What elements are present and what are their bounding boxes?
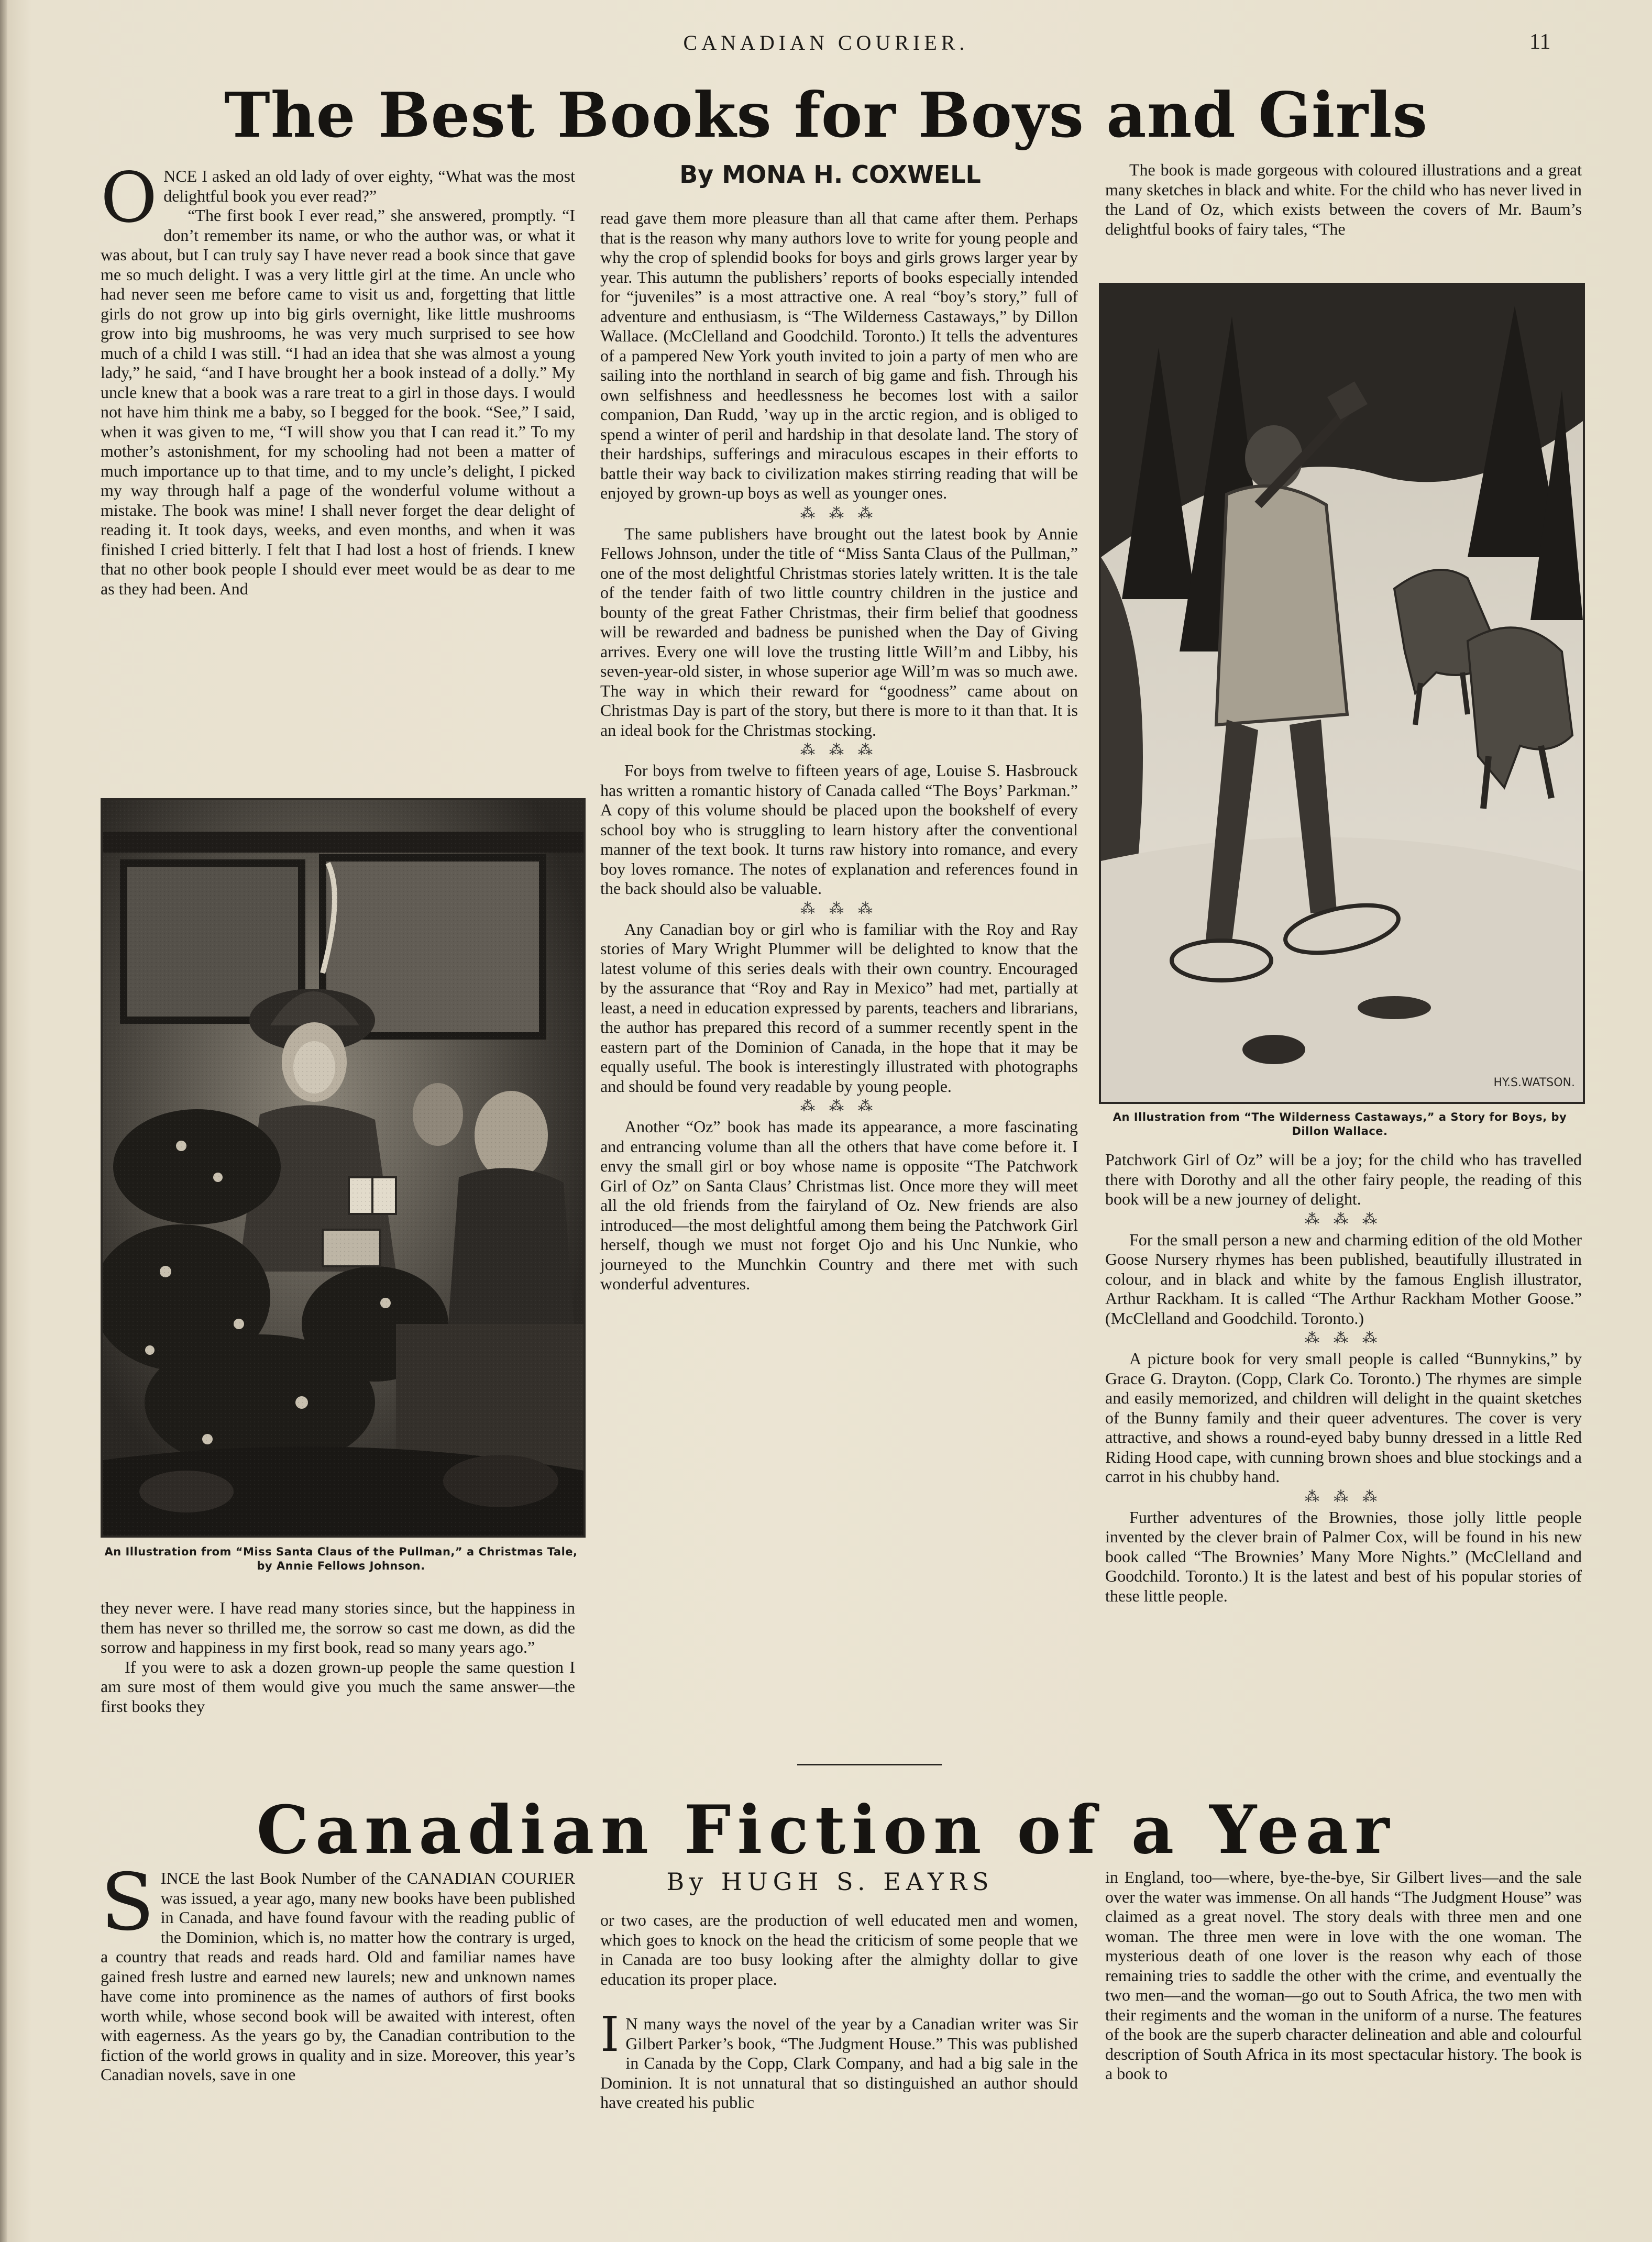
article-2-byline: By HUGH S. EAYRS (666, 1868, 994, 1896)
paragraph: in England, too—where, bye-the-bye, Sir Gilbert lives—and the sale over the water was immense. On all hands “The Judgment House” was claimed as a great novel. The story deals with three men and one woman. The three men were in love with the one woman. The mysterious death of one lover is the reason why each of those remaining tries to saddle the other with the crime, and eventually the two men—and the woman—go out to South Africa, the two men with their regiments and the woman in the uniform of a nurse. The features of the book are the superb character delineation and able and colourful description of South Africa in its most spectacular history. The book is a book to (1105, 1868, 1582, 2083)
article-1-column-2 (600, 208, 1078, 1294)
section-separator: ⁂ ⁂ ⁂ (800, 742, 878, 758)
lead-text: NCE I asked an old lady of over eighty, (163, 167, 434, 185)
illustration-wilderness-castaways (1099, 283, 1585, 1104)
article-1-column-1-top (101, 158, 576, 599)
paragraph-text: INCE the last Book Number of the CANADIAN COURIER was issued, a year ago, many new books have been published in Canada, and have found favour with the reading public of the Dominion, which is, no matter how the contrary is urged, a country that reads and reads hard. Old and familiar names have gained fresh lustre and earned new laurels; new and unknown names have come into prominence as the names of authors of first books worth while, whose second book will be awaited with interest, often with eagerness. As the years go by, the Canadian contribution to the fiction of the world grows in quality and in size. Moreover, this year’s Canadian novels, save in one (101, 1869, 575, 2084)
article-1-column-3-bottom (1105, 1150, 1582, 1606)
illustration-miss-santa-claus (101, 798, 586, 1538)
paragraph: “The first book I ever read,” she answered, promptly. “I don’t remember its name, or who the author was, or what it was about, but I can truly say I have never read a book since that gave me so much delight. I was a very little girl at the time. An uncle who had never seen me before came to visit us and, forgetting that little girls do not grow up into big girls overnight, like little mushrooms grow into big mushrooms, he was very much surprised to see how much of a child I was still. “I had an idea that she was almost a young lady,” he said, “and I have brought her a book instead of a dolly.” My uncle knew that a book was a rare treat to a girl in those days. I would not have him think me a baby, so I begged for the book. “See,” I said, when it was given to me, “I will show you that I can read it.” To my mother’s astonishment, for my schooling had not been a matter of much importance up to that time, and to my uncle’s delight, I picked my way through half a page of the wonderful volume without a mistake. The book was mine! I shall never forget the dear delight of reading it. It took days, weeks, and even months, and when it was finished I cried bitterly. I felt that I had lost a host of friends. I knew that no other book people I should ever meet would be as dear to me as they had been. And (101, 206, 575, 598)
article-2-headline: Canadian Fiction of a Year (256, 1791, 1396, 1869)
paragraph-text: N many ways the novel of the year by a Canadian writer was Sir Gilbert Parker’s book, “The Judgment House.” This was published in Canada by the Copp, Clark Company, and had a big sale in the Dominion. It is not unnatural that so distinguished an author should have created his public (600, 2014, 1078, 2112)
paragraph: or two cases, are the production of well educated men and women, which goes to knock on the head the criticism of some people that we in Canada are too busy looking after the almighty dollar to give education its proper place. (600, 1910, 1078, 1989)
paragraph: The same publishers have brought out the latest book by Annie Fellows Johnson, under the title of “Miss Santa Claus of the Pullman,” one of the most delightful Christmas stories lately written. It is the tale of the tender faith of two little country children in the justice and bounty of the great Father Christmas, their firm belief that goodness will be rewarded and badness be punished when the Day of Giving arrives. Every one will love the trusting little Will’m and Libby, his seven-year-old sister, in whose superior age Will’m was so much awe. The way in which their reward for “goodness” came about on Christmas Day is part of the story, but there is more to it than that. It is an ideal book for the Christmas stocking. (600, 524, 1078, 739)
section-separator: ⁂ ⁂ ⁂ (1305, 1488, 1382, 1505)
section-separator: ⁂ ⁂ ⁂ (800, 505, 878, 522)
paragraph: The book is made gorgeous with coloured illustrations and a great many sketches in black and white. For the child who has never lived in the Land of Oz, which exists between the covers of Mr. Baum’s delightful books of fairy tales, “The (1105, 160, 1582, 238)
paragraph: Any Canadian boy or girl who is familiar with the Roy and Ray stories of Mary Wright Plummer will be delighted to know that the latest volume of this series deals with their own country. Encouraged by the assurance that “Roy and Ray in Mexico” had met, partially at least, a need in education expressed by parents, teachers and librarians, the author has prepared this record of a summer recently spent in the eastern part of the Dominion of Canada, in the hope that it may be equally useful. The book is interestingly illustrated with photographs and should be found very readable by young people. (600, 919, 1078, 1096)
section-separator: ⁂ ⁂ ⁂ (800, 900, 878, 917)
paragraph (101, 1857, 575, 2085)
page-number: 11 (1529, 30, 1551, 54)
paragraph (600, 2006, 1078, 2113)
artist-signature: HY.S.WATSON. (1493, 1076, 1575, 1089)
drop-cap: O (101, 158, 158, 238)
illustration-1-caption: An Illustration from “Miss Santa Claus of the Pullman,” a Christmas Tale, by Annie Fellows Johnson. (104, 1545, 578, 1572)
illustration-2-caption: An Illustration from “The Wilderness Castaways,” a Story for Boys, by Dillon Wallace. (1113, 1111, 1567, 1137)
paragraph: For the small person a new and charming edition of the old Mother Goose Nursery rhymes has been published, beautifully illustrated in colour, and in black and white by the famous English illustrator, Arthur Rackham. It is called “The Arthur Rackham Mother Goose.” (McClelland and Goodchild. Toronto.) (1105, 1230, 1582, 1328)
paragraph: they never were. I have read many stories since, but the happiness in them has never so thrilled me, the sorrow so cast me down, as did the sorrow and happiness in my first book, read so many years ago.” (101, 1598, 575, 1656)
paragraph: Further adventures of the Brownies, those jolly little people invented by the clever brain of Palmer Cox, will be found in his new book called “The Brownies’ Many More Nights.” (McClelland and Goodchild. Toronto.) It is the latest and best of his popular stories of these little people. (1105, 1507, 1582, 1605)
article-2-column-2 (600, 1910, 1078, 2113)
paragraph: Patchwork Girl of Oz” will be a joy; for the child who has travelled there with Dorothy and all the other fairy people, the reading of this book will be a new journey of delight. (1105, 1150, 1582, 1208)
article-1-column-1-bottom (101, 1598, 575, 1716)
drop-cap: S (101, 1857, 155, 1948)
article-1-column-3-top (1105, 160, 1582, 239)
christmas-train-illustration (103, 800, 583, 1536)
article-2-column-1 (101, 1857, 575, 2085)
drop-cap: I (600, 2006, 620, 2062)
article-1-byline: By MONA H. COXWELL (679, 160, 981, 189)
article-1-lead-paragraph (101, 158, 576, 238)
paragraph: Another “Oz” book has made its appearance, a more fascinating and entrancing volume than all the others that have come before it. I envy the small girl or boy whose name is opposite “The Patchwork Girl of Oz” on Santa Claus’ Christmas list. Once more they will meet all the old friends from the fairyland of Oz. New friends are also introduced—the most delightful among them being the Patchwork Girl herself, though we must not forget Ojo and his Unc Nunkie, who journeyed to the Munchkin Country and there met with such wonderful adventures. (600, 1117, 1078, 1293)
article-divider-rule (797, 1764, 942, 1765)
paragraph: If you were to ask a dozen grown-up people the same question I am sure most of them would give you much the same answer—the first books they (101, 1657, 575, 1716)
paragraph: A picture book for very small people is called “Bunnykins,” by Grace G. Drayton. (Copp, Clark Co. Toronto.) The rhymes are simple and easily memorized, and children will delight in the quaint sketches of the Bunny family and their queer adventures. The cover is very attractive, and shows a round-eyed baby bunny dressed in a little Red Riding Hood cape, with cunning brown shoes and blue stockings and a carrot in his chubby hand. (1105, 1349, 1582, 1486)
running-head: CANADIAN COURIER. (683, 31, 969, 54)
paragraph: read gave them more pleasure than all that came after them. Perhaps that is the reason why many authors love to write for young people and why the crop of splendid books for boys and girls grows larger year by year. This autumn the publishers’ reports of books especially intended for “juveniles” is a most attractive one. A real “boy’s story,” full of adventure and enthusiasm, is “The Wilderness Castaways,” by Dillon Wallace. (McClelland and Goodchild. Toronto.) It tells the adventures of a pampered New York youth invited to join a party of men who are sailing into the northland in search of big game and fish. Through his own selfishness and heedlessness he becomes lost with a sailor companion, Dan Rudd, ’way up in the arctic region, and is obliged to spend a winter of peril and hardship in that desolate land. The story of their hardships, sufferings and miraculous escapes in their efforts to battle their way back to civilization makes stirring reading that will be enjoyed by grown-up boys as well as younger ones. (600, 208, 1078, 502)
scan-edge (0, 0, 7, 2242)
article-2-column-3 (1105, 1868, 1582, 2084)
article-1-headline: The Best Books for Boys and Girls (224, 79, 1428, 151)
paragraph: For boys from twelve to fifteen years of age, Louise S. Hasbrouck has written a romantic history of Canada called “The Boys’ Parkman.” A copy of this volume should be placed upon the bookshelf of every school boy who is struggling to learn history after the conventional manner of the text book. It turns raw history into romance, and every boy loves romance. The notes of explanation and references found in the back should also be valuable. (600, 761, 1078, 898)
paragraph: “What was the most delightful book you ever read?” (163, 167, 576, 205)
section-separator: ⁂ ⁂ ⁂ (1305, 1211, 1382, 1228)
wolves-in-snow-illustration (1101, 285, 1583, 1102)
section-separator: ⁂ ⁂ ⁂ (800, 1098, 878, 1114)
section-separator: ⁂ ⁂ ⁂ (1305, 1330, 1382, 1346)
